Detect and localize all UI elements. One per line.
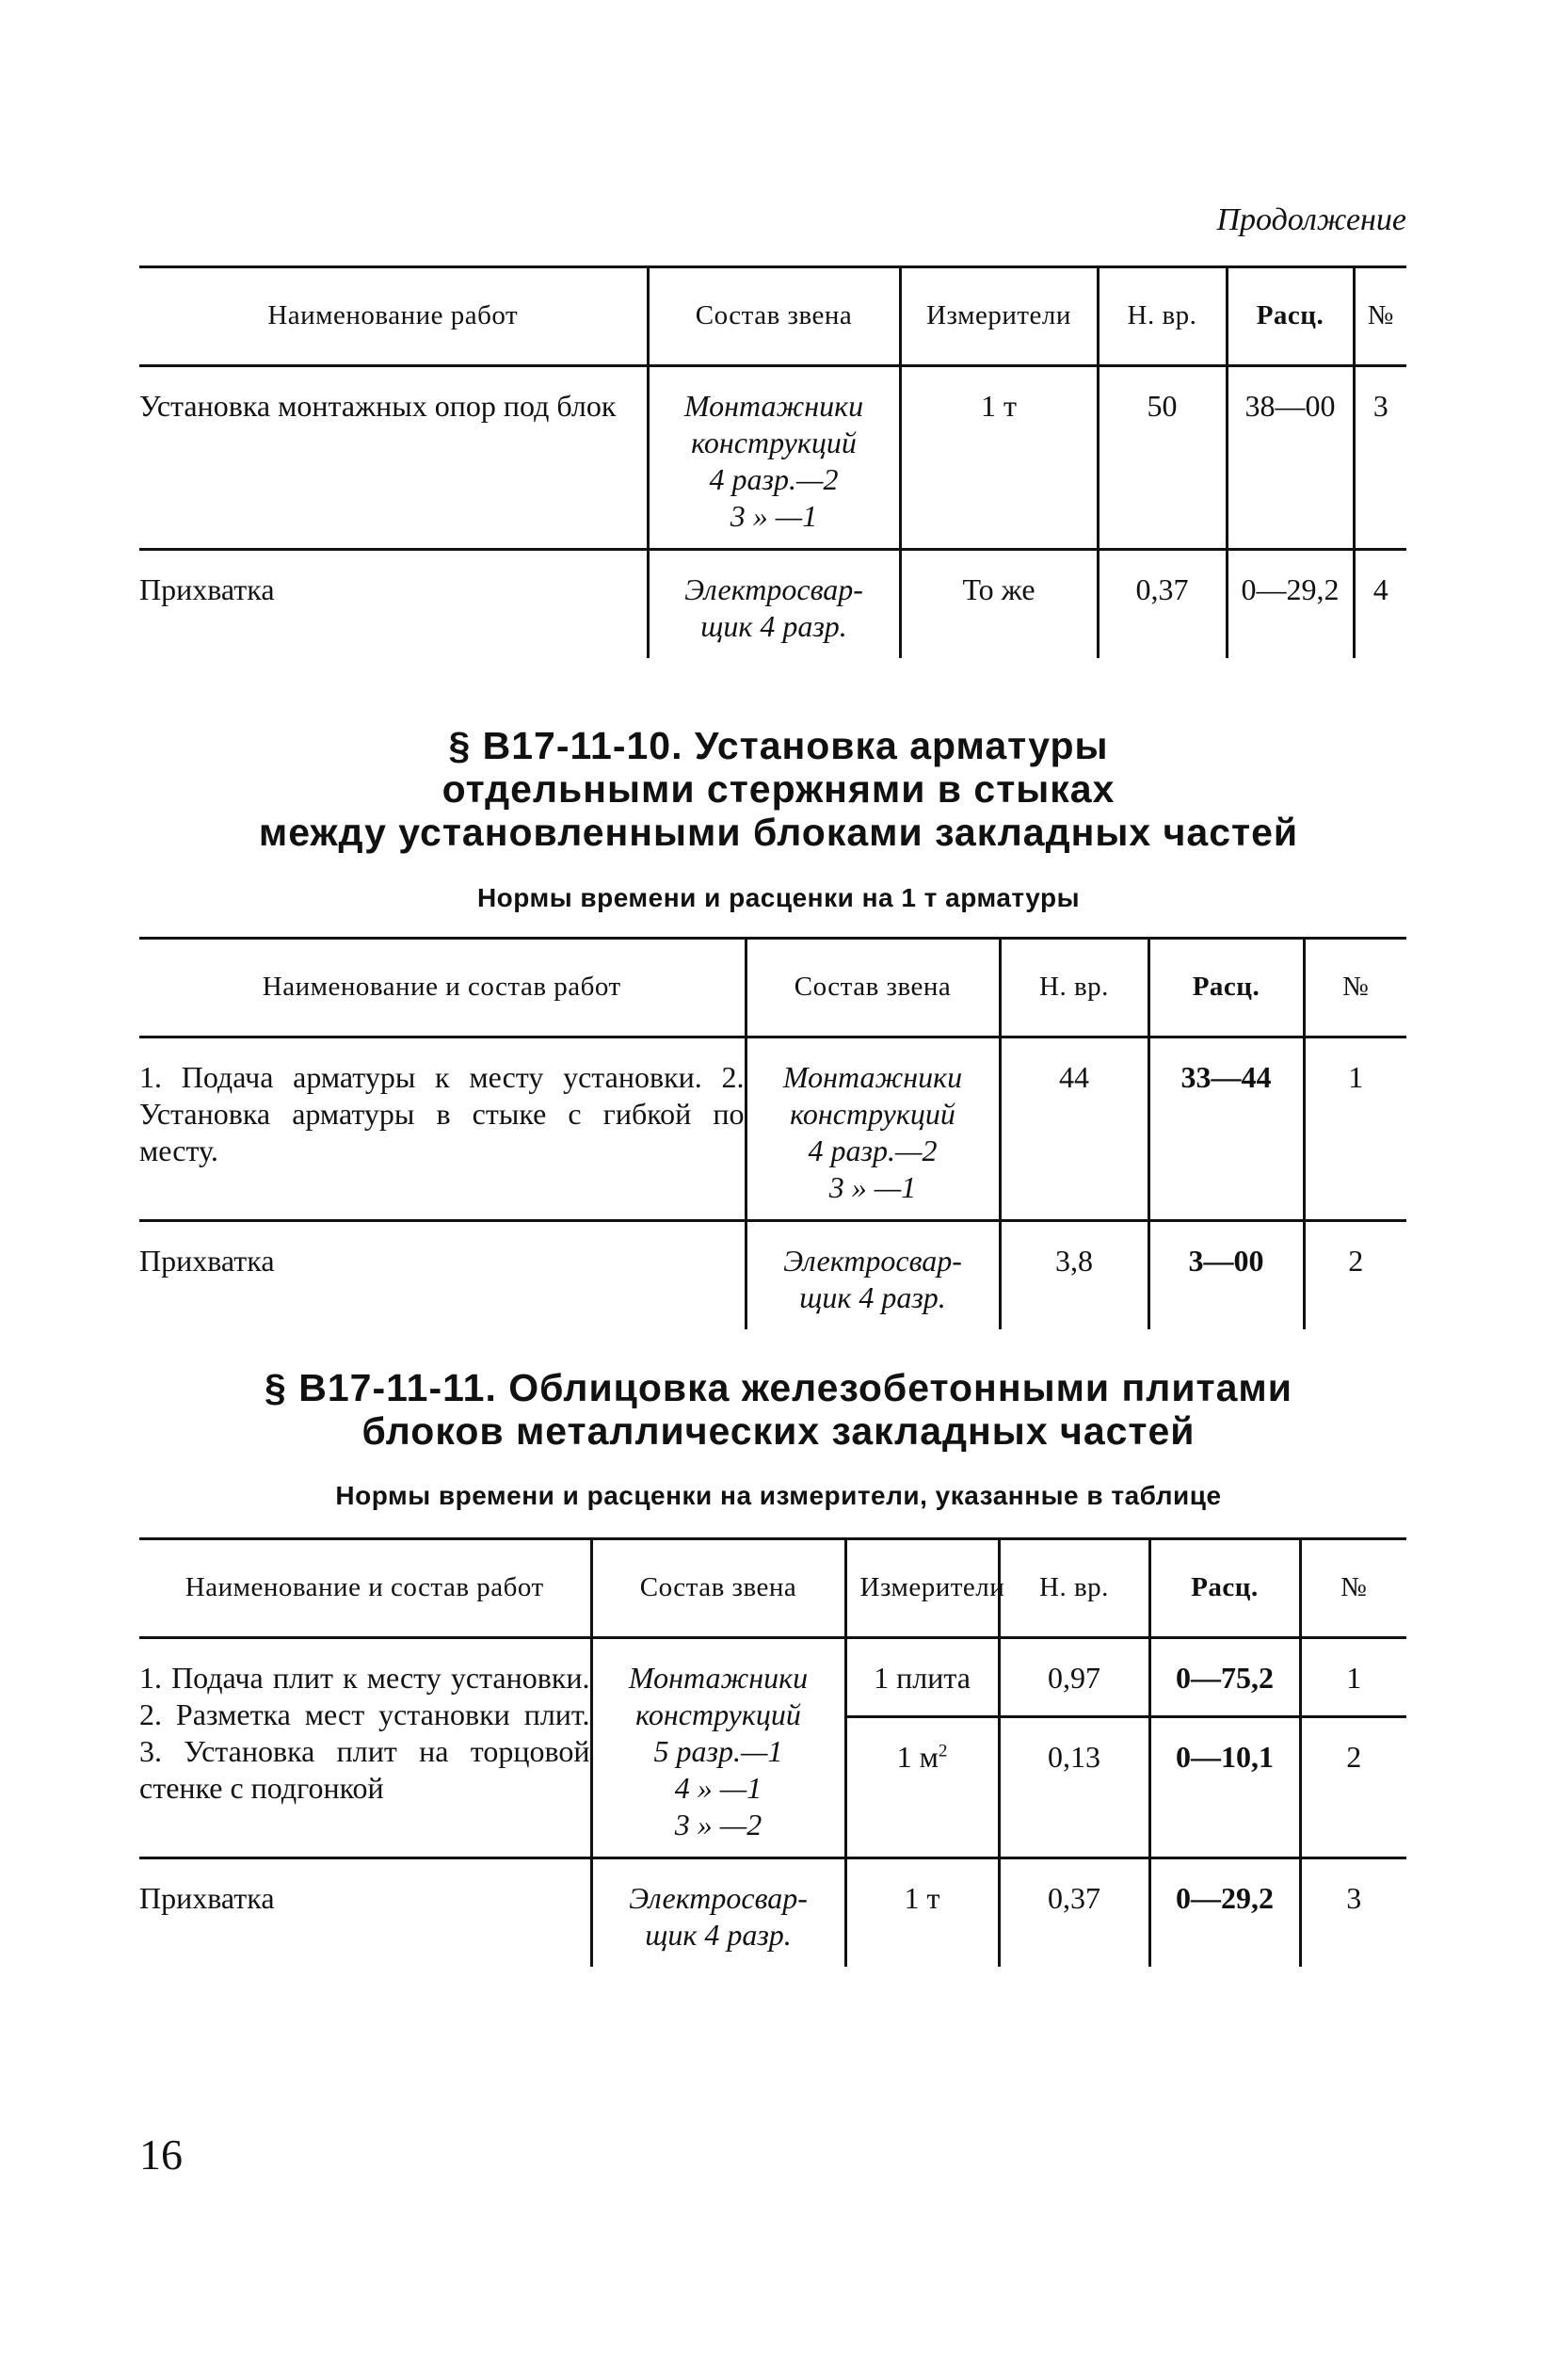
title-line: § В17-11-10. Установка арматуры [448,724,1109,767]
section-title-b17-11-10 [0,725,1557,855]
rate-cell: 3—00 [1148,1221,1304,1330]
col-header-rate: Расц. [1149,1539,1300,1638]
table-row [139,550,1406,659]
crew-line: конструкций [790,1097,955,1132]
crew-line: щик 4 разр. [799,1280,946,1315]
table-row [139,366,1406,550]
crew-line: Электросвар- [629,1881,808,1916]
col-header-name: Наименование работ [139,267,648,366]
col-header-crew: Состав звена [648,267,900,366]
col-header-unit: Измерители [900,267,1098,366]
col-header-norm: Н. вр. [1000,939,1148,1037]
crew-cell [746,1221,1000,1330]
norm-cell: 0,37 [1098,550,1227,659]
table-row [139,1221,1406,1330]
work-name: Прихватка [139,1221,746,1330]
col-header-rate: Расц. [1227,267,1354,366]
col-header-rate: Расц. [1148,939,1304,1037]
table-header-row [139,267,1406,366]
num-cell: 2 [1304,1221,1406,1330]
table-row [139,1858,1406,1968]
norm-cell: 44 [1000,1037,1148,1221]
table-2 [139,937,1406,1329]
table-row [139,1638,1406,1717]
crew-line: 4 разр.—2 [808,1134,938,1168]
work-name: 1. Подача арматуры к месту установки. 2. Установка арматуры в стыке с гибкой по месту. [139,1060,745,1168]
num-cell: 2 [1300,1716,1406,1857]
rate-cell: 38—00 [1227,366,1354,550]
work-name: Установка монтажных опор под блок [139,389,617,423]
table-header-row [139,939,1406,1037]
crew-cell [591,1638,845,1858]
norm-cell: 0,37 [999,1858,1149,1968]
crew-line: 3 » —1 [828,1170,917,1205]
crew-line: щик 4 разр. [645,1918,792,1953]
rate-cell: 0—75,2 [1149,1638,1300,1717]
crew-line: конструкций [635,1697,801,1732]
num-cell: 1 [1304,1037,1406,1221]
work-name: Прихватка [139,550,648,659]
col-header-crew: Состав звена [591,1539,845,1638]
col-header-unit: Измерители [845,1539,999,1638]
table-1 [139,265,1406,658]
rate-cell: 0—29,2 [1227,550,1354,659]
crew-line: Электросвар- [783,1244,962,1278]
col-header-num: № [1354,267,1406,366]
num-cell: 3 [1354,366,1406,550]
col-header-norm: Н. вр. [999,1539,1149,1638]
crew-line: 4 разр.—2 [709,462,839,497]
col-header-num: № [1304,939,1406,1037]
table-row [139,1037,1406,1221]
col-header-norm: Н. вр. [1098,267,1227,366]
unit-cell: То же [900,550,1098,659]
crew-line: конструкций [691,426,857,460]
norm-cell: 0,97 [999,1638,1149,1717]
unit-cell: 1 плита [845,1638,999,1717]
unit-cell: 1 т [900,366,1098,550]
title-line: между установленными блоками закладных частей [258,810,1299,854]
crew-line: 4 » —1 [674,1771,762,1806]
continuation-label: Продолжение [1216,202,1406,237]
section-subtitle: Нормы времени и расценки на 1 т арматуры [476,883,1081,912]
crew-cell [648,550,900,659]
norm-cell: 3,8 [1000,1221,1148,1330]
crew-line: Монтажники [683,389,864,423]
section-subtitle: Нормы времени и расценки на измерители, указанные в таблице [335,1481,1222,1510]
title-line: § В17-11-11. Облицовка железобетонными плитами [265,1366,1292,1409]
unit-cell [845,1716,999,1857]
crew-cell [591,1858,845,1968]
crew-line: 5 разр.—1 [653,1734,783,1769]
crew-line: Монтажники [628,1661,809,1695]
crew-cell [648,366,900,550]
num-cell: 4 [1354,550,1406,659]
title-line: отдельными стержнями в стыках [441,766,1116,811]
crew-line: щик 4 разр. [700,609,847,644]
table-header-row [139,1539,1406,1638]
rate-cell: 0—29,2 [1149,1858,1300,1968]
col-header-num: № [1300,1539,1406,1638]
norm-cell: 50 [1098,366,1227,550]
num-cell: 3 [1300,1858,1406,1968]
crew-line: Электросвар- [684,572,863,607]
crew-line: 3 » —2 [674,1808,762,1842]
unit-cell: 1 т [845,1858,999,1968]
title-line: блоков металлических закладных частей [361,1408,1196,1453]
unit-superscript: 2 [938,1741,948,1761]
col-header-name: Наименование и состав работ [139,1539,591,1638]
rate-cell: 33—44 [1148,1037,1304,1221]
num-cell: 1 [1300,1638,1406,1717]
crew-line: Монтажники [782,1060,963,1094]
section-title-b17-11-11 [0,1367,1557,1454]
col-header-name: Наименование и состав работ [139,939,746,1037]
crew-line: 3 » —1 [730,499,818,534]
work-name: Прихватка [139,1858,591,1968]
col-header-crew: Состав звена [746,939,1000,1037]
rate-cell: 0—10,1 [1149,1716,1300,1857]
unit-text: 1 м [896,1739,939,1774]
crew-cell [746,1037,1000,1221]
table-3 [139,1537,1406,1967]
norm-cell: 0,13 [999,1716,1149,1857]
page-number: 16 [139,2131,183,2179]
work-name: 1. Подача плит к месту установки. 2. Разметка мест установки плит. 3. Установка плит на торцовой стенке с подгонкой [139,1661,590,1806]
